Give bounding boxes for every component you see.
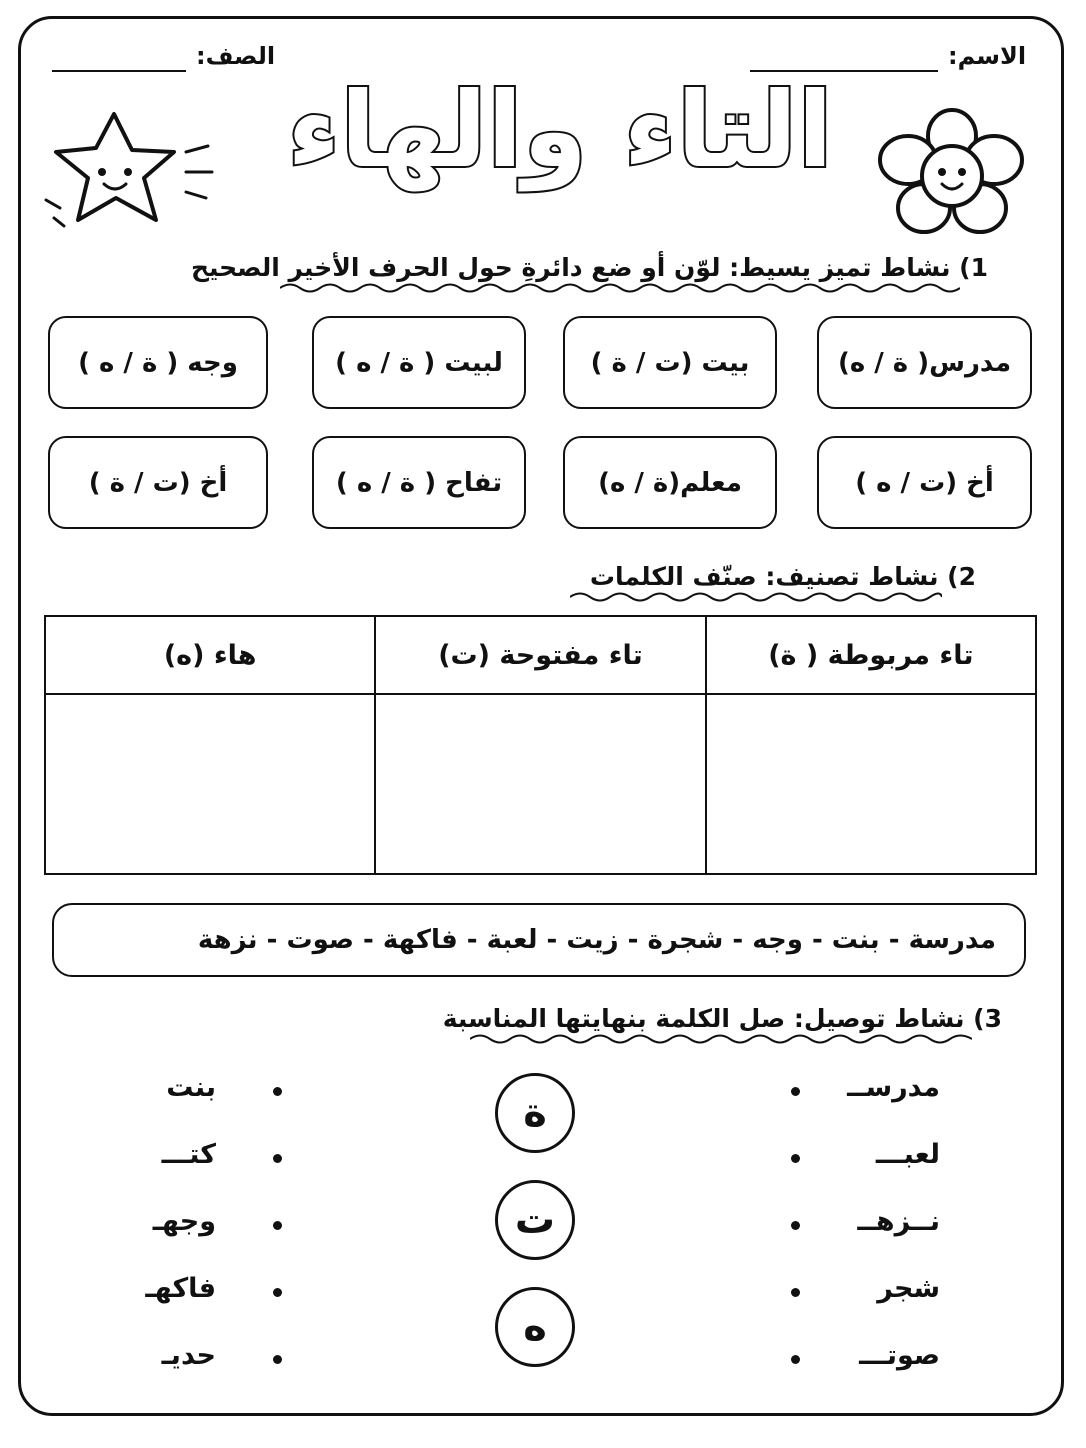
classification-table — [44, 615, 1037, 875]
match-word-right: لعبـــ — [875, 1139, 940, 1170]
choice-box[interactable]: أخ (ت / ه ) — [817, 436, 1032, 529]
match-word-left: حديـ — [161, 1340, 216, 1371]
column-header: تاء مربوطة ( ة) — [706, 616, 1036, 694]
section2-underline — [570, 590, 942, 604]
choice-box[interactable]: تفاح ( ة / ه ) — [312, 436, 526, 529]
class-label: الصف: — [196, 42, 276, 70]
match-word-right: صوتـــ — [859, 1340, 940, 1371]
match-dot[interactable] — [273, 1355, 282, 1364]
name-label: الاسم: — [948, 42, 1027, 70]
choice-box[interactable]: معلم(ة / ه) — [563, 436, 777, 529]
section1-underline — [280, 281, 960, 295]
column-header: هاء (ه) — [45, 616, 375, 694]
section2-heading: 2) نشاط تصنيف: صنّف الكلمات — [589, 562, 976, 591]
choice-box[interactable]: أخ (ت / ة ) — [48, 436, 268, 529]
smiling-star-icon — [36, 106, 216, 236]
class-line[interactable] — [52, 68, 186, 72]
match-word-left: كتـــ — [161, 1139, 216, 1170]
column-header: تاء مفتوحة (ت) — [375, 616, 705, 694]
match-word-left: وجهـ — [152, 1206, 216, 1237]
match-dot[interactable] — [273, 1154, 282, 1163]
match-dot[interactable] — [791, 1087, 800, 1096]
choice-box[interactable]: مدرس( ة / ه) — [817, 316, 1032, 409]
choice-box[interactable]: لبيت ( ة / ه ) — [312, 316, 526, 409]
letter-circle[interactable]: ت — [495, 1180, 575, 1260]
section1-heading: 1) نشاط تميز يسيط: لوّن أو ضع دائرةِ حول الحرف الأخير الصحيح — [190, 253, 988, 282]
answer-cell[interactable] — [375, 694, 705, 874]
match-word-right: نــزهــ — [857, 1206, 940, 1237]
section3-underline — [470, 1032, 972, 1046]
choice-box[interactable]: وجه ( ة / ه ) — [48, 316, 268, 409]
answer-cell[interactable] — [706, 694, 1036, 874]
match-word-right: شجر — [877, 1273, 940, 1304]
page-title: التاء والهاء — [287, 69, 833, 191]
answer-cell[interactable] — [45, 694, 375, 874]
match-dot[interactable] — [273, 1221, 282, 1230]
word-bank-text: مدرسة - بنت - وجه - شجرة - زيت - لعبة - فاكهة - صوت - نزهة — [197, 925, 996, 955]
choice-box[interactable]: بيت (ت / ة ) — [563, 316, 777, 409]
match-dot[interactable] — [273, 1288, 282, 1297]
match-dot[interactable] — [791, 1288, 800, 1297]
word-bank — [52, 903, 1026, 977]
match-word-left: بنت — [166, 1072, 216, 1103]
match-word-right: مدرســ — [847, 1072, 940, 1103]
letter-circle[interactable]: ة — [495, 1073, 575, 1153]
match-dot[interactable] — [791, 1355, 800, 1364]
letter-circle[interactable]: ه — [495, 1287, 575, 1367]
match-dot[interactable] — [791, 1154, 800, 1163]
match-dot[interactable] — [273, 1087, 282, 1096]
smiling-flower-icon — [872, 108, 1032, 238]
section3-heading: 3) نشاط توصيل: صل الكلمة بنهايتها المناسبة — [442, 1004, 1002, 1033]
match-dot[interactable] — [791, 1221, 800, 1230]
match-word-left: فاكهـ — [145, 1273, 216, 1304]
